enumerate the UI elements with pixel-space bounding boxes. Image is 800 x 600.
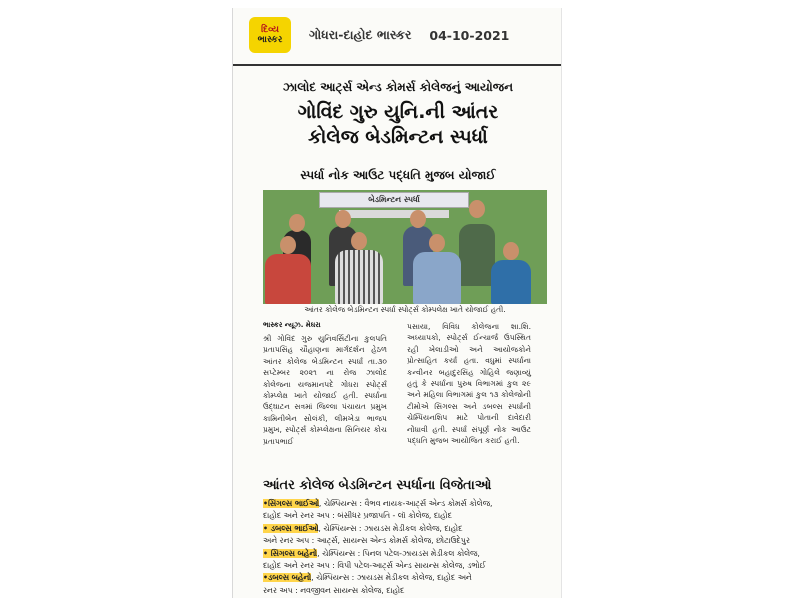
list-item: • સિંગલ્સ બહેનો, ચેમ્પિયન્સ : પિનલ પટેલ-ઝાયડસ મેડીકલ કોલેજ, દાહોદ અને રનર અપ : વિપી પટેલ-આર્ટ્સ એન્ડ સાયન્સ કોલેજ, ડભોઈ <box>263 548 486 571</box>
person <box>335 250 383 304</box>
newspaper-clipping <box>232 8 562 598</box>
byline: ભાસ્કર ન્યૂઝ. મેઘરા <box>263 321 321 329</box>
article-column-2: પસાયા, વિવિધ કોલેજના શા.શિ. અધ્યાપકો, સ્પોર્ટ્સ ઈન્ચાર્જ ઉપસ્થિત રહી ખેલાડીઓ અને આયોજકોને પ્રોત્સાહિત કર્યા હતા. વધુમાં સ્પર્ધાના કન્વીનર બહાદુરસિંહ ગોહિલે જણાવ્યું હતું કે સ્પર્ધાના પુરુષ વિભાગમાં કુલ ૨૯ અને મહિલા વિભાગમાં કુલ ૧૩ કોલેજોની ટીમોએ સિંગલ્સ અને ડબલ્સ સ્પર્ધાની ચેમ્પિયનશિપ માટે પોતાની દાવેદારી નોંધાવી હતી. સ્પર્ધા સંપૂર્ણ નોક આઉટ પદ્ધતિ મુજબ આયોજિત કરાઈ હતી. <box>407 322 531 446</box>
photo-caption: આંતર કોલેજ બેડમિન્ટન સ્પર્ધા સ્પોર્ટ્સ કોમ્પલેક્ષ ખાતે યોજાઈ હતી. <box>304 305 506 314</box>
person <box>491 260 531 304</box>
person <box>265 254 311 304</box>
article-subhead: સ્પર્ધા નોક આઉટ પદ્ધતિ મુજબ યોજાઈ <box>300 168 496 182</box>
newspaper-logo: દિવ્ય ભાસ્કર <box>249 17 291 53</box>
list-item: •સિંગલ્સ ભાઈઓ, ચેમ્પિયન્સ : વૈભવ નાયક-આર્ટ્સ એન્ડ કોમર્સ કોલેજ, દાહોદ અને રનર અપ : બંસીધર પ્રજાપતિ - લૉ કોલેજ, દાહોદ <box>263 499 493 521</box>
person <box>459 224 495 286</box>
photo-banner-strip <box>339 210 449 218</box>
person-head <box>469 200 485 218</box>
publication-date: 04-10-2021 <box>429 27 510 43</box>
article-kicker: ઝાલોદ આર્ટ્સ એન્ડ કોમર્સ કોલેજનું આયોજન <box>282 80 514 94</box>
person-head <box>289 214 305 232</box>
list-item: • ડબલ્સ ભાઈઓ, ચેમ્પિયન્સ : ઝાયડસ મેડીકલ કોલેજ, દાહોદ અને રનર અપ : આર્ટ્સ, સાયન્સ એન્ડ કોમર્સ કોલેજ, છોટાઉદેપુર <box>263 523 470 546</box>
edition-name: ગોધરા-દાહોદ ભાસ્કર <box>309 27 412 42</box>
person-head <box>335 210 351 228</box>
article-column-1: શ્રી ગોવિંદ ગુરુ યુનિવર્સિટીના કુલપતિ પ્રતાપસિંહ ચૌહાણના માર્ગદર્શન હેઠળ આંતર કોલેજ બેડમિન્ટન સ્પર્ધા તા.૩૦ સપ્ટેમ્બર ૨૦૨૧ ના રોજ ઝાલોદ કોલેજના યજમાનપદે ગોધરા સ્પોર્ટ્સ કોમ્પ્લેક્ષ ખાતે યોજાઈ હતી. સ્પર્ધાના ઉદ્ઘાટન સત્રમાં જિલ્લા પંચાયત પ્રમુખ કામિનીબેન સોલંકી, લીમખેડા ભાજપ પ્રમુખ, સ્પોર્ટ્સ કોમ્પ્લેક્ષના સિનિયર કોચ પ્રતાપભાઈ <box>263 334 387 446</box>
person-head <box>429 234 445 252</box>
article-photo <box>263 190 547 304</box>
masthead <box>249 14 549 56</box>
person-head <box>503 242 519 260</box>
winners-list <box>263 498 553 597</box>
person <box>413 252 461 304</box>
masthead-divider <box>233 64 561 66</box>
person-head <box>351 232 367 250</box>
photo-banner: બેડમિન્ટન સ્પર્ધા <box>319 192 469 208</box>
person-head <box>280 236 296 254</box>
list-item: •ડબલ્સ બહેનો, ચેમ્પિયન્સ : ઝાયડસ મેડીકલ કોલેજ, દાહોદ અને રનર અપ : નવજીવન સાયન્સ કોલેજ, દાહોદ <box>263 573 472 595</box>
person-head <box>410 210 426 228</box>
winners-title: આંતર કોલેજ બેડમિન્ટન સ્પર્ધાના વિજેતાઓ <box>263 478 492 493</box>
article-headline: ગોવિંદ ગુરુ યુનિ.ની આંતર કોલેજ બેડમિન્ટન સ્પર્ધા <box>297 101 499 148</box>
